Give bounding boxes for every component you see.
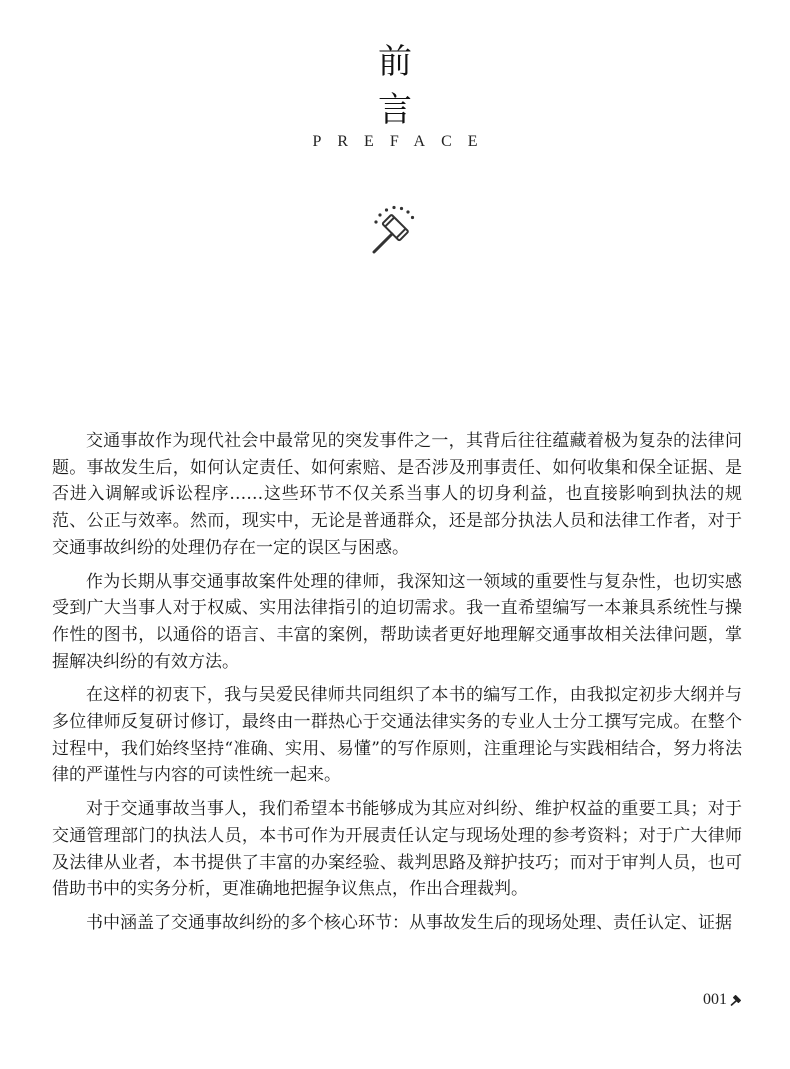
gavel-small-icon <box>730 994 742 1006</box>
paragraph-3: 在这样的初衷下，我与吴爱民律师共同组织了本书的编写工作，由我拟定初步大纲并与多位律师反复研讨修订，最终由一群热心于交通法律实务的专业人士分工撰写完成。在整个过程中，我们始终坚持“准确、实用、易懂”的写作原则，注重理论与实践相结合，努力将法律的严谨性与内容的可读性统一起来。 <box>52 685 742 786</box>
page-footer <box>703 991 742 1009</box>
paragraph-2: 作为长期从事交通事故案件处理的律师，我深知这一领域的重要性与复杂性，也切实感受到广大当事人对于权威、实用法律指引的迫切需求。我一直希望编写一本兼具系统性与操作性的图书，以通俗的语言、丰富的案例，帮助读者更好地理解交通事故相关法律问题，掌握解决纠纷的有效方法。 <box>52 571 742 672</box>
preface-body <box>52 428 742 944</box>
page-title-char-1: 前 <box>378 42 412 82</box>
paragraph-1: 交通事故作为现代社会中最常见的突发事件之一，其背后往往蕴藏着极为复杂的法律问题。事故发生后，如何认定责任、如何索赔、是否涉及刑事责任、如何收集和保全证据、是否进入调解或诉讼程序……这些环节不仅关系当事人的切身利益，也直接影响到执法的规范、公正与效率。然而，现实中，无论是普通群众，还是部分执法人员和法律工作者，对于交通事故纠纷的处理仍存在一定的误区与困惑。 <box>52 431 742 558</box>
page-subtitle: PREFACE <box>312 133 494 150</box>
page-number: 001 <box>703 991 727 1008</box>
page-title-char-2: 言 <box>378 90 412 130</box>
gavel-icon <box>362 200 428 266</box>
paragraph-4: 对于交通事故当事人，我们希望本书能够成为其应对纠纷、维护权益的重要工具；对于交通管理部门的执法人员，本书可作为开展责任认定与现场处理的参考资料；对于广大律师及法律从业者，本书提供了丰富的办案经验、裁判思路及辩护技巧；而对于审判人员，也可借助书中的实务分析，更准确地把握争议焦点，作出合理裁判。 <box>52 799 742 900</box>
paragraph-5: 书中涵盖了交通事故纠纷的多个核心环节：从事故发生后的现场处理、责任认定、证据 <box>86 912 732 933</box>
